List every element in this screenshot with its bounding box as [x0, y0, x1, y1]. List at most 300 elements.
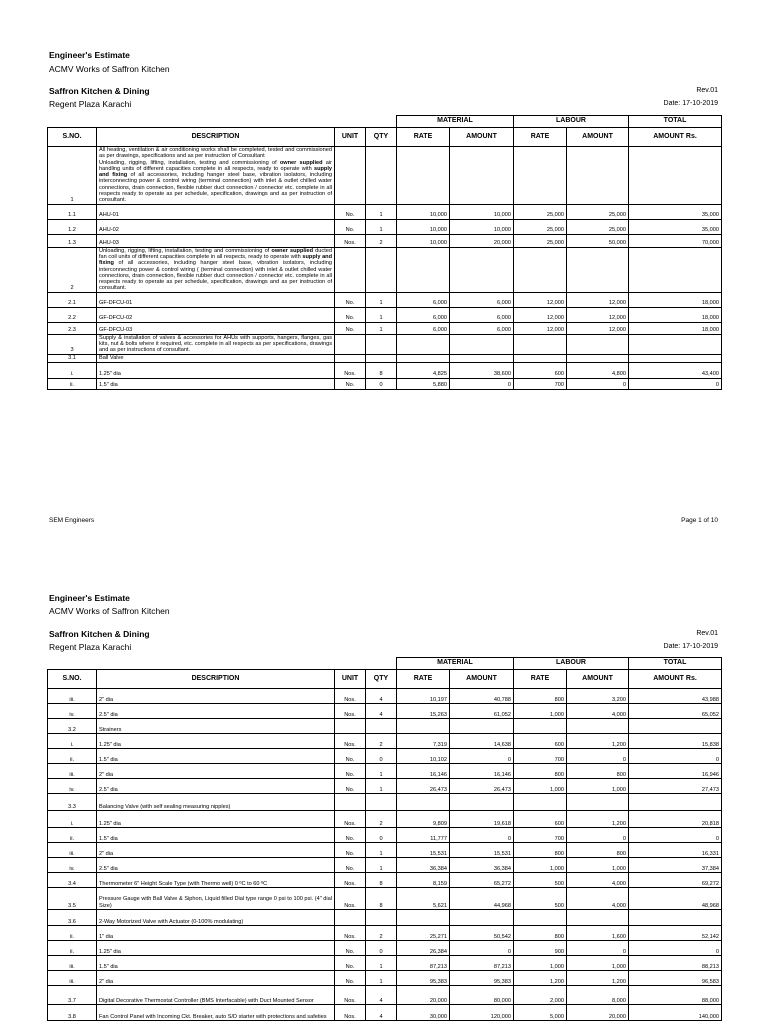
- unit-cell: No.: [335, 378, 366, 389]
- labour-rate-cell: 1,000: [514, 858, 567, 873]
- material-rate-cell: 20,000: [397, 986, 450, 1005]
- labour-amount-cell: 1,600: [567, 926, 629, 941]
- table-row: [48, 362, 722, 378]
- total-amount-cell: 48,968: [629, 888, 722, 910]
- item-number: iii.: [48, 843, 97, 858]
- qty-header: QTY: [366, 128, 397, 147]
- labour-rate-cell: 1,000: [514, 956, 567, 971]
- material-rate-cell: [397, 354, 450, 362]
- material-rate-cell: 6,000: [397, 307, 450, 322]
- item-description: 1.25" dia: [97, 362, 335, 378]
- item-number: iv.: [48, 704, 97, 719]
- unit-cell: No.: [335, 828, 366, 843]
- labour-amount-cell: 1,000: [567, 858, 629, 873]
- total-amount-cell: 65,052: [629, 704, 722, 719]
- total-amount-cell: 52,142: [629, 926, 722, 941]
- unit-cell: No.: [335, 956, 366, 971]
- item-number: 1: [48, 147, 97, 205]
- material-rate-cell: 10,102: [397, 749, 450, 764]
- item-number: i.: [48, 734, 97, 749]
- labour-amount-header: AMOUNT: [567, 128, 629, 147]
- table-row: [48, 779, 722, 794]
- labour-rate-cell: 700: [514, 378, 567, 389]
- unit-cell: No.: [335, 749, 366, 764]
- item-description: 1.25" dia: [97, 811, 335, 828]
- material-rate-cell: 16,146: [397, 764, 450, 779]
- item-description: AHU-01: [97, 204, 335, 219]
- item-description: AHU-03: [97, 234, 335, 247]
- table-row: [48, 888, 722, 910]
- qty-cell: 8: [366, 873, 397, 888]
- labour-rate-cell: 1,200: [514, 971, 567, 986]
- table-row: [48, 378, 722, 389]
- revision: Rev.01: [696, 630, 718, 637]
- table-row: [48, 811, 722, 828]
- unit-cell: No.: [335, 843, 366, 858]
- item-description: 2" dia: [97, 689, 335, 704]
- material-rate-cell: 5,621: [397, 888, 450, 910]
- labour-amount-cell: 1,200: [567, 734, 629, 749]
- desc-bold: supply and fixing: [99, 253, 333, 267]
- labour-amount-cell: [567, 794, 629, 811]
- item-number: ii.: [48, 749, 97, 764]
- material-amount-cell: 40,788: [450, 689, 514, 704]
- total-amount-cell: 69,272: [629, 873, 722, 888]
- total-amount-cell: 18,000: [629, 307, 722, 322]
- total-amount-cell: 43,400: [629, 362, 722, 378]
- item-number: 1.1: [48, 204, 97, 219]
- labour-amount-cell: 25,000: [567, 204, 629, 219]
- labour-amount-cell: 12,000: [567, 292, 629, 307]
- qty-cell: 0: [366, 378, 397, 389]
- unit-header: UNIT: [335, 670, 366, 689]
- total-amount-cell: 43,988: [629, 689, 722, 704]
- labour-amount-cell: 8,000: [567, 986, 629, 1005]
- material-rate-cell: [397, 794, 450, 811]
- unit-cell: Nos.: [335, 873, 366, 888]
- material-rate-header: RATE: [397, 670, 450, 689]
- unit-header: UNIT: [335, 128, 366, 147]
- item-description: 2" dia: [97, 843, 335, 858]
- material-amount-cell: 0: [450, 749, 514, 764]
- item-description: 1" dia: [97, 926, 335, 941]
- total-amount-cell: 0: [629, 941, 722, 956]
- material-rate-cell: 4,825: [397, 362, 450, 378]
- qty-cell: 1: [366, 307, 397, 322]
- unit-cell: No.: [335, 322, 366, 334]
- table-row: [48, 764, 722, 779]
- total-amount-cell: [629, 910, 722, 926]
- table-row: [48, 219, 722, 234]
- table-row: [48, 749, 722, 764]
- total-group-header: TOTAL: [629, 116, 722, 128]
- material-amount-cell: 15,531: [450, 843, 514, 858]
- total-amount-cell: 18,000: [629, 322, 722, 334]
- table-row: [48, 858, 722, 873]
- qty-cell: 2: [366, 734, 397, 749]
- table-row: [48, 986, 722, 1005]
- material-rate-cell: 26,473: [397, 779, 450, 794]
- qty-cell: 2: [366, 926, 397, 941]
- footer-company: SEM Engineers: [49, 517, 95, 524]
- item-description: GF-DFCU-01: [97, 292, 335, 307]
- item-description: 1.5" dia: [97, 956, 335, 971]
- table-row: [48, 292, 722, 307]
- qty-cell: 4: [366, 986, 397, 1005]
- labour-group-header: LABOUR: [514, 116, 629, 128]
- labour-rate-header: RATE: [514, 128, 567, 147]
- table-row: [48, 794, 722, 811]
- labour-rate-cell: 600: [514, 811, 567, 828]
- description-header: DESCRIPTION: [97, 670, 335, 689]
- qty-cell: 1: [366, 292, 397, 307]
- item-description: Balancing Valve (with self sealing measuring nipples): [97, 794, 335, 811]
- table-row: [48, 147, 722, 205]
- qty-cell: 4: [366, 704, 397, 719]
- item-description: 1.25" dia: [97, 941, 335, 956]
- unit-cell: [335, 719, 366, 734]
- item-description: Pressure Gauge with Ball Valve & Siphon, Liquid filled Dial type range 0 psi to 100 psi. (4" dial Size): [97, 888, 335, 910]
- qty-cell: 1: [366, 322, 397, 334]
- total-amount-cell: 35,000: [629, 204, 722, 219]
- labour-group-header: LABOUR: [514, 658, 629, 670]
- labour-amount-cell: 800: [567, 843, 629, 858]
- estimate-page-2: [0, 540, 768, 1024]
- material-rate-cell: 36,384: [397, 858, 450, 873]
- desc-text: air handling units of different capacities complete in all respects, ready to operate with: [99, 159, 332, 172]
- qty-cell: 4: [366, 1005, 397, 1021]
- document-date: Date: 17-10-2019: [663, 643, 718, 650]
- labour-rate-cell: 800: [514, 689, 567, 704]
- material-amount-cell: 6,000: [450, 322, 514, 334]
- material-amount-cell: [450, 719, 514, 734]
- labour-amount-cell: 1,000: [567, 956, 629, 971]
- item-number: 2: [48, 247, 97, 292]
- qty-cell: 2: [366, 234, 397, 247]
- unit-cell: No.: [335, 941, 366, 956]
- labour-rate-cell: [514, 719, 567, 734]
- item-description: Ball Valve: [97, 354, 335, 362]
- table-row: [48, 247, 722, 292]
- labour-amount-cell: 800: [567, 764, 629, 779]
- item-number: 2.2: [48, 307, 97, 322]
- total-amount-cell: 35,000: [629, 219, 722, 234]
- item-number: 3.4: [48, 873, 97, 888]
- material-amount-header: AMOUNT: [450, 128, 514, 147]
- total-amount-cell: 96,583: [629, 971, 722, 986]
- table-row: [48, 1005, 722, 1021]
- table-row: [48, 941, 722, 956]
- qty-cell: 1: [366, 858, 397, 873]
- item-number: 3.3: [48, 794, 97, 811]
- table-row: [48, 334, 722, 354]
- qty-header: QTY: [366, 670, 397, 689]
- item-number: iii.: [48, 689, 97, 704]
- project-location: Regent Plaza Karachi: [49, 99, 132, 109]
- qty-cell: [366, 910, 397, 926]
- item-number: i.: [48, 362, 97, 378]
- labour-rate-cell: 12,000: [514, 292, 567, 307]
- table-row: [48, 704, 722, 719]
- project-name: Saffron Kitchen & Dining: [49, 86, 150, 96]
- material-amount-cell: 20,000: [450, 234, 514, 247]
- unit-cell: Nos.: [335, 986, 366, 1005]
- qty-cell: 1: [366, 764, 397, 779]
- total-amount-cell: [629, 794, 722, 811]
- labour-amount-cell: 1,000: [567, 779, 629, 794]
- desc-text: of all accessories, including hanger steel base, vibration isolators, including interconnecting power & control wiring ( (terminal connection) with inlet & outlet chilled water connections, drain connection, flexible rubber duct connection / connector etc. complete in all respects ready to operate as per schedule, specification, drawings and as per instruction of consultant.: [99, 260, 332, 292]
- material-rate-cell: 9,809: [397, 811, 450, 828]
- total-amount-cell: 27,473: [629, 779, 722, 794]
- total-amount-cell: 0: [629, 828, 722, 843]
- labour-rate-cell: 1,000: [514, 704, 567, 719]
- total-amount-cell: 70,000: [629, 234, 722, 247]
- labour-amount-cell: 4,000: [567, 888, 629, 910]
- unit-cell: No.: [335, 219, 366, 234]
- table-row: [48, 926, 722, 941]
- material-rate-cell: 8,159: [397, 873, 450, 888]
- material-rate-cell: 11,777: [397, 828, 450, 843]
- total-amount-cell: 88,000: [629, 986, 722, 1005]
- material-amount-header: AMOUNT: [450, 670, 514, 689]
- material-amount-cell: 36,384: [450, 858, 514, 873]
- material-amount-cell: 87,213: [450, 956, 514, 971]
- labour-rate-cell: 600: [514, 362, 567, 378]
- material-rate-cell: 6,000: [397, 292, 450, 307]
- description-header: DESCRIPTION: [97, 128, 335, 147]
- qty-cell: 1: [366, 779, 397, 794]
- item-number: ii.: [48, 378, 97, 389]
- table-row: [48, 971, 722, 986]
- material-amount-cell: 6,000: [450, 292, 514, 307]
- unit-cell: Nos.: [335, 734, 366, 749]
- desc-text: Unloading, rigging, lifting, installation, testing and commissioning of: [99, 159, 280, 166]
- material-amount-cell: 61,052: [450, 704, 514, 719]
- unit-cell: [335, 910, 366, 926]
- desc-bold: owner supplied: [279, 159, 323, 166]
- item-description: 2.5" dia: [97, 858, 335, 873]
- document-title: Engineer's Estimate: [49, 593, 130, 603]
- labour-amount-cell: 0: [567, 749, 629, 764]
- total-amount-cell: 0: [629, 749, 722, 764]
- qty-cell: 0: [366, 749, 397, 764]
- material-amount-cell: 6,000: [450, 307, 514, 322]
- item-description: 2-Way Motorized Valve with Actuator (0-100% modulating): [97, 910, 335, 926]
- material-amount-cell: 10,000: [450, 204, 514, 219]
- unit-cell: Nos.: [335, 1005, 366, 1021]
- item-number: 1.3: [48, 234, 97, 247]
- total-amount-cell: 88,213: [629, 956, 722, 971]
- labour-rate-cell: 700: [514, 749, 567, 764]
- qty-cell: [366, 719, 397, 734]
- table-row: [48, 956, 722, 971]
- total-amount-cell: 20,818: [629, 811, 722, 828]
- labour-rate-cell: [514, 354, 567, 362]
- sno-header: S.NO.: [48, 670, 97, 689]
- total-amount-cell: 18,000: [629, 292, 722, 307]
- material-amount-cell: 120,000: [450, 1005, 514, 1021]
- desc-text: Unloading, rigging, lifting, installation, testing and commissioning of: [99, 247, 272, 254]
- labour-rate-cell: 900: [514, 941, 567, 956]
- qty-cell: 1: [366, 219, 397, 234]
- qty-cell: 1: [366, 843, 397, 858]
- labour-amount-cell: 4,800: [567, 362, 629, 378]
- material-amount-cell: 0: [450, 828, 514, 843]
- table-row: [48, 734, 722, 749]
- item-description: 1.5" dia: [97, 828, 335, 843]
- material-rate-cell: 15,531: [397, 843, 450, 858]
- item-number: i.: [48, 811, 97, 828]
- material-amount-cell: 80,000: [450, 986, 514, 1005]
- material-rate-cell: 15,263: [397, 704, 450, 719]
- unit-cell: No.: [335, 292, 366, 307]
- material-rate-cell: 10,000: [397, 204, 450, 219]
- material-amount-cell: 19,618: [450, 811, 514, 828]
- table-row: [48, 689, 722, 704]
- item-description: Thermometer 6" Height Scale Type (with Thermo well) 0 ºC to 60 ºC: [97, 873, 335, 888]
- table-row: [48, 204, 722, 219]
- item-description: Strainers: [97, 719, 335, 734]
- item-number: 3.6: [48, 910, 97, 926]
- item-number: iv.: [48, 858, 97, 873]
- qty-cell: 0: [366, 941, 397, 956]
- material-amount-cell: [450, 354, 514, 362]
- item-description: 2" dia: [97, 971, 335, 986]
- item-number: 3.1: [48, 354, 97, 362]
- labour-amount-cell: 12,000: [567, 322, 629, 334]
- material-amount-cell: [450, 794, 514, 811]
- total-amount-cell: 16,331: [629, 843, 722, 858]
- item-number: 3.5: [48, 888, 97, 910]
- material-rate-cell: 26,384: [397, 941, 450, 956]
- table-row: [48, 828, 722, 843]
- unit-cell: Nos.: [335, 926, 366, 941]
- item-number: 2.3: [48, 322, 97, 334]
- labour-amount-cell: 0: [567, 378, 629, 389]
- material-rate-cell: 7,319: [397, 734, 450, 749]
- labour-amount-cell: 3,200: [567, 689, 629, 704]
- labour-amount-cell: 0: [567, 941, 629, 956]
- item-description: GF-DFCU-02: [97, 307, 335, 322]
- document-title: Engineer's Estimate: [49, 50, 130, 60]
- total-amount-cell: 0: [629, 378, 722, 389]
- qty-cell: 1: [366, 971, 397, 986]
- labour-amount-cell: 20,000: [567, 1005, 629, 1021]
- project-name: Saffron Kitchen & Dining: [49, 629, 150, 639]
- labour-rate-cell: 500: [514, 873, 567, 888]
- unit-cell: Nos.: [335, 689, 366, 704]
- labour-amount-cell: [567, 719, 629, 734]
- table-row: [48, 354, 722, 362]
- unit-cell: No.: [335, 307, 366, 322]
- labour-amount-cell: 1,200: [567, 971, 629, 986]
- item-number: 3.2: [48, 719, 97, 734]
- item-number: 2.1: [48, 292, 97, 307]
- material-rate-cell: 87,213: [397, 956, 450, 971]
- total-amount-cell: 16,946: [629, 764, 722, 779]
- total-amount-cell: 37,384: [629, 858, 722, 873]
- table-row: [48, 843, 722, 858]
- item-description: 1.25" dia: [97, 734, 335, 749]
- desc-text: of all accessories, including hanger steel base, vibration isolators, including interconnecting power & control wiring (terminal connection) with inlet & outlet chilled water connections, drain connection, flexible rubber duct connection / connector etc. complete in all respects ready to operate as per schedule, specification, drawings and as per instruction of consultant.: [99, 172, 332, 204]
- labour-rate-cell: 500: [514, 888, 567, 910]
- unit-cell: [335, 794, 366, 811]
- material-rate-cell: [397, 910, 450, 926]
- total-amount-header: AMOUNT Rs.: [629, 128, 722, 147]
- total-amount-cell: 15,838: [629, 734, 722, 749]
- item-number: 3.8: [48, 1005, 97, 1021]
- estimate-table: [47, 115, 722, 390]
- item-number: iv.: [48, 779, 97, 794]
- labour-rate-cell: 12,000: [514, 307, 567, 322]
- item-description: Supply & installation of valves & accessories for AHUs with supports, hangers, flanges, gas kits, nut & bolts where it required, etc. complete in all respects as per specifications, drawings and as per instructions of consultant.: [97, 334, 335, 354]
- qty-cell: 8: [366, 362, 397, 378]
- sno-header: S.NO.: [48, 128, 97, 147]
- material-amount-cell: 0: [450, 941, 514, 956]
- labour-amount-cell: 0: [567, 828, 629, 843]
- unit-cell: Nos.: [335, 888, 366, 910]
- labour-rate-cell: 25,000: [514, 219, 567, 234]
- table-row: [48, 322, 722, 334]
- item-number: 3: [48, 334, 97, 354]
- unit-cell: No.: [335, 204, 366, 219]
- unit-cell: Nos.: [335, 811, 366, 828]
- item-description: 1.5" dia: [97, 378, 335, 389]
- labour-rate-cell: [514, 910, 567, 926]
- qty-cell: [366, 794, 397, 811]
- unit-cell: No.: [335, 764, 366, 779]
- labour-rate-cell: [514, 794, 567, 811]
- qty-cell: 8: [366, 888, 397, 910]
- labour-rate-cell: 700: [514, 828, 567, 843]
- item-description: 2.5" dia: [97, 779, 335, 794]
- material-rate-cell: 95,383: [397, 971, 450, 986]
- labour-rate-cell: 800: [514, 843, 567, 858]
- desc-bold: supply and fixing: [99, 165, 332, 179]
- item-description: Digital Decorative Thermostat Controller (BMS Interfacable) with Duct Mounted Sensor: [97, 986, 335, 1005]
- desc-text: ducted fan coil units of different capacities complete in all respects, ready to operate with: [99, 247, 332, 260]
- item-description: 2.5" dia: [97, 704, 335, 719]
- labour-amount-cell: 4,000: [567, 704, 629, 719]
- material-rate-cell: 10,000: [397, 234, 450, 247]
- labour-rate-cell: 25,000: [514, 234, 567, 247]
- qty-cell: [366, 354, 397, 362]
- material-amount-cell: 65,272: [450, 873, 514, 888]
- material-amount-cell: 44,968: [450, 888, 514, 910]
- total-amount-cell: [629, 719, 722, 734]
- labour-amount-cell: 4,000: [567, 873, 629, 888]
- unit-cell: No.: [335, 858, 366, 873]
- material-rate-cell: 5,880: [397, 378, 450, 389]
- item-description: AHU-02: [97, 219, 335, 234]
- labour-rate-header: RATE: [514, 670, 567, 689]
- table-row: [48, 719, 722, 734]
- material-group-header: MATERIAL: [397, 658, 514, 670]
- material-rate-cell: 10,000: [397, 219, 450, 234]
- total-amount-cell: 140,000: [629, 1005, 722, 1021]
- labour-rate-cell: 800: [514, 926, 567, 941]
- unit-cell: Nos.: [335, 234, 366, 247]
- material-amount-cell: 38,600: [450, 362, 514, 378]
- total-amount-header: AMOUNT Rs.: [629, 670, 722, 689]
- labour-rate-cell: 800: [514, 764, 567, 779]
- labour-rate-cell: 1,000: [514, 779, 567, 794]
- labour-rate-cell: 5,000: [514, 1005, 567, 1021]
- item-number: 3.7: [48, 986, 97, 1005]
- material-amount-cell: 26,473: [450, 779, 514, 794]
- total-group-header: TOTAL: [629, 658, 722, 670]
- material-amount-cell: 95,383: [450, 971, 514, 986]
